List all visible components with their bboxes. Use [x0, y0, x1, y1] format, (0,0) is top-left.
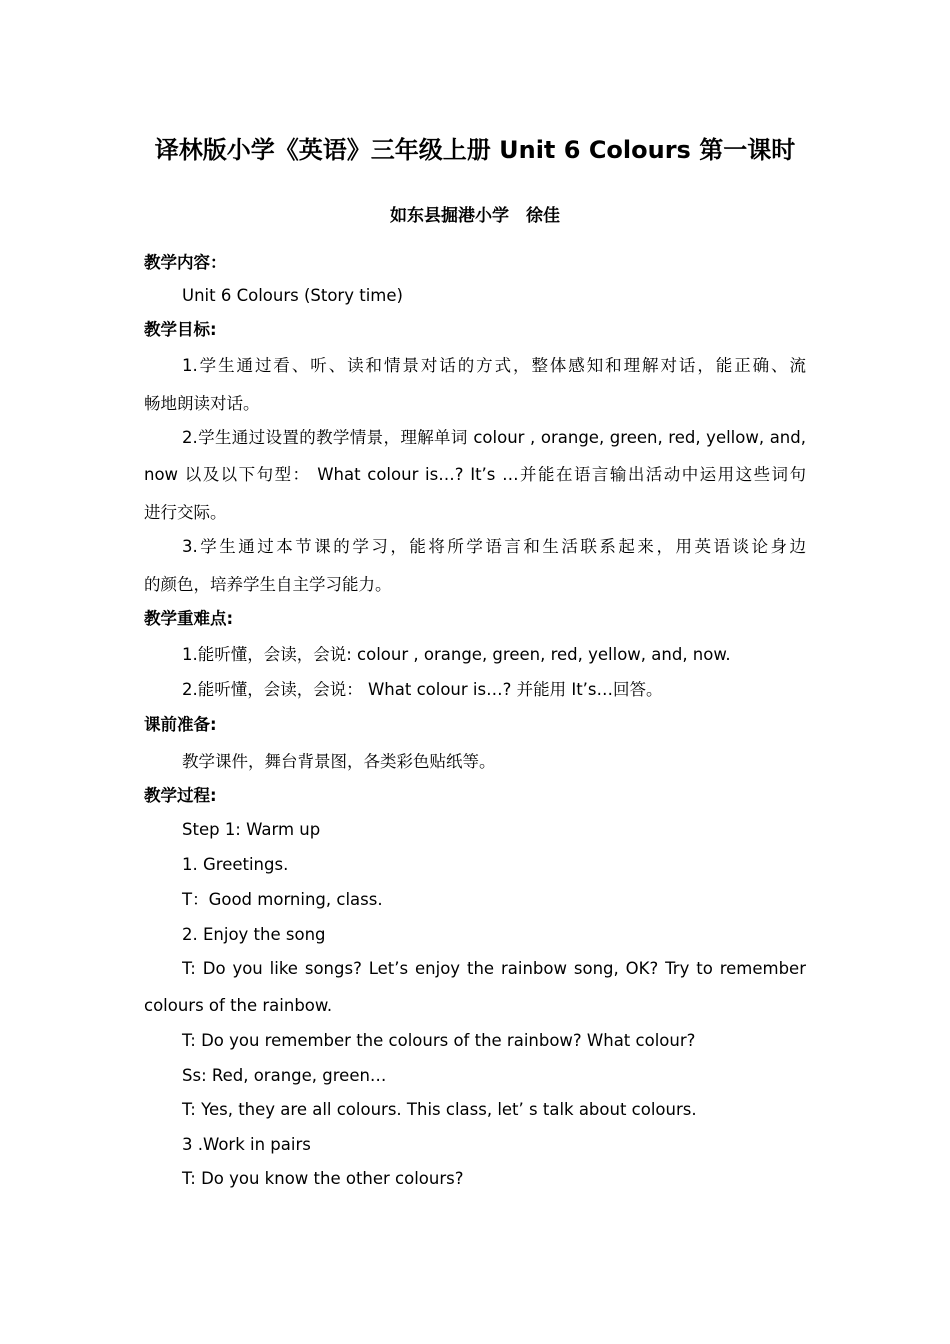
prep-heading: 课前准备: — [144, 715, 217, 734]
goal2-line1: 2.学生通过设置的教学情景，理解单词 colour , orange, green, red, yellow, and, — [182, 428, 806, 447]
keypoints-heading: 教学重难点: — [144, 609, 234, 628]
greetings-text: 1. Greetings. — [182, 855, 289, 874]
goal1-line2: 畅地朗读对话。 — [144, 394, 260, 413]
goal2-line2: now 以及以下句型： What colour is…? It’s …并能在语言输出活动中运用这些词句 — [144, 465, 806, 484]
goal3-line2: 的颜色，培养学生自主学习能力。 — [144, 575, 392, 594]
document-title: 译林版小学《英语》三年级上册 Unit 6 Colours 第一课时 — [154, 136, 796, 164]
teacher-songs-line1: T: Do you like songs? Let’s enjoy the rainbow song, OK? Try to remember — [182, 959, 806, 978]
content-heading: 教学内容： — [144, 253, 227, 272]
teacher-other-colours: T: Do you know the other colours? — [182, 1169, 464, 1188]
process-heading: 教学过程: — [144, 786, 217, 805]
goal2-line3: 进行交际。 — [144, 503, 227, 522]
prep-text: 教学课件，舞台背景图，各类彩色贴纸等。 — [182, 752, 496, 771]
goals-heading: 教学目标: — [144, 320, 217, 339]
teacher-yes: T: Yes, they are all colours. This class, let’ s talk about colours. — [182, 1100, 697, 1119]
keypoint-1: 1.能听懂，会读，会说: colour , orange, green, red, yellow, and, now. — [182, 645, 731, 664]
enjoy-song-text: 2. Enjoy the song — [182, 925, 326, 944]
teacher-good-morning: T：Good morning, class. — [182, 890, 383, 909]
teacher-remember: T: Do you remember the colours of the rainbow? What colour? — [182, 1031, 696, 1050]
students-answer: Ss: Red, orange, green… — [182, 1066, 387, 1085]
goal3-line1: 3.学生通过本节课的学习，能将所学语言和生活联系起来，用英语谈论身边 — [182, 537, 806, 556]
keypoint-2: 2.能听懂，会读，会说： What colour is…? 并能用 It’s…回答。 — [182, 680, 663, 699]
content-text: Unit 6 Colours (Story time) — [182, 286, 403, 305]
work-pairs-text: 3 .Work in pairs — [182, 1135, 311, 1154]
goal1-line1: 1.学生通过看、听、读和情景对话的方式，整体感知和理解对话，能正确、流 — [182, 356, 806, 375]
step1-text: Step 1: Warm up — [182, 820, 321, 839]
document-author: 如东县掘港小学 徐佳 — [390, 206, 560, 226]
teacher-songs-line2: colours of the rainbow. — [144, 996, 333, 1015]
